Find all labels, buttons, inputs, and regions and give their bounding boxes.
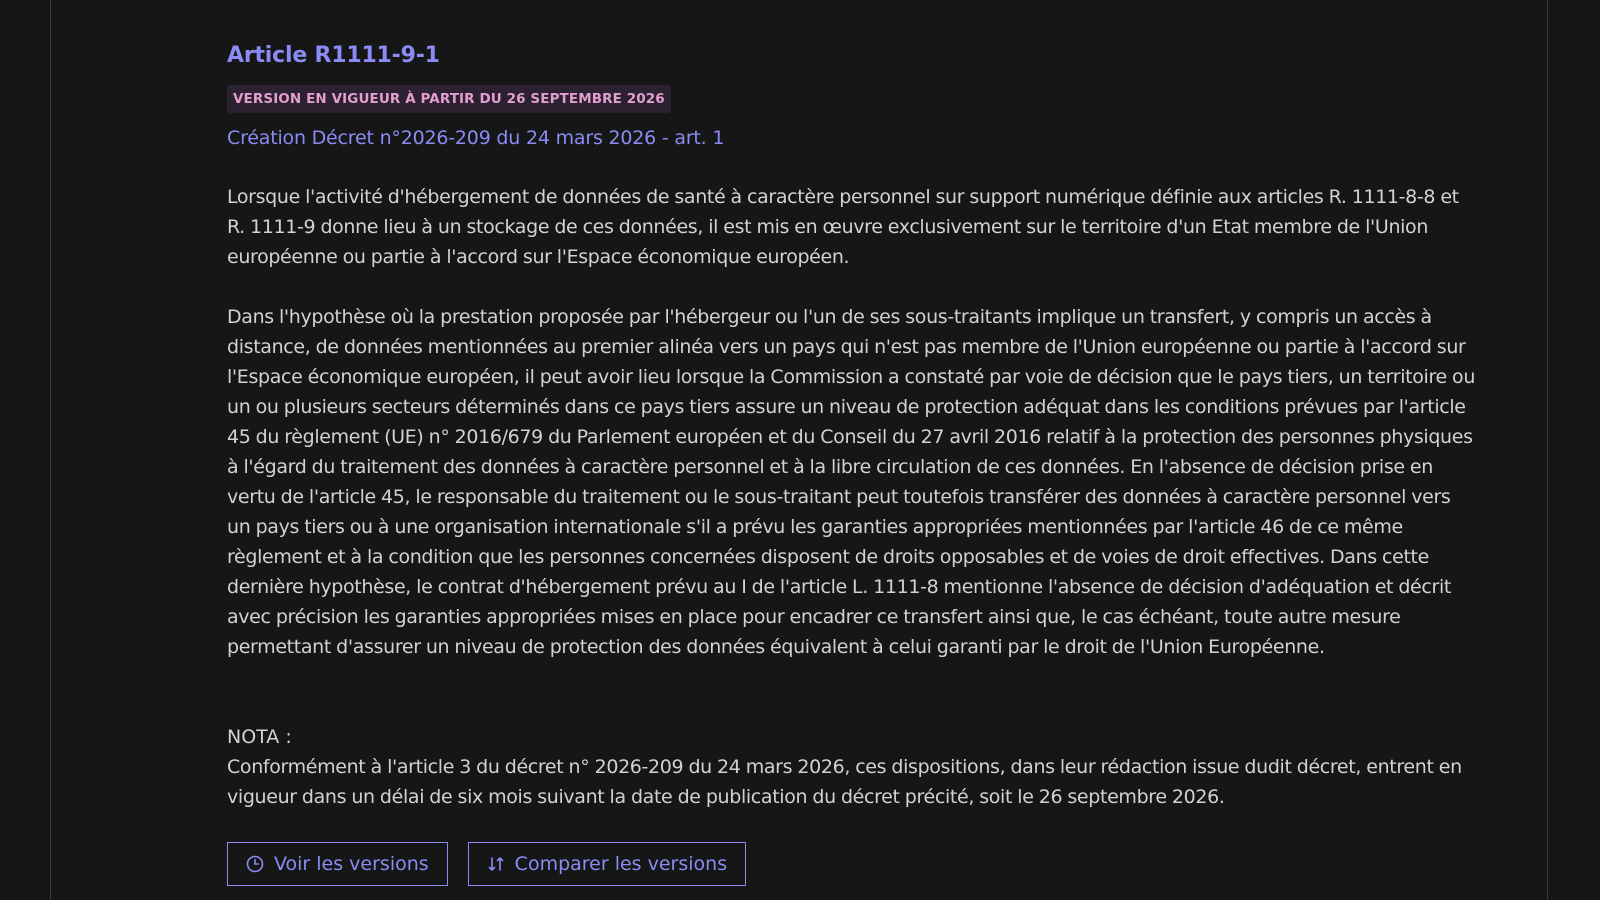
version-badge: VERSION EN VIGUEUR À PARTIR DU 26 SEPTEMBRE 2026 xyxy=(227,85,671,113)
view-versions-button[interactable] xyxy=(227,842,448,886)
article-actions xyxy=(227,842,1477,886)
article-frame xyxy=(50,0,1548,900)
view-versions-label: Voir les versions xyxy=(274,853,429,875)
clock-icon xyxy=(246,855,264,873)
article-title: Article R1111-9-1 xyxy=(227,43,440,68)
article-paragraph: Lorsque l'activité d'hébergement de données de santé à caractère personnel sur support numérique définie aux articles R. 1111-8-8 et R. 1111-9 donne lieu à un stockage de ces données, il est mis en œuvre exclusivement sur le territoire d'un Etat membre de l'Union européenne ou partie à l'accord sur l'Espace économique européen. xyxy=(227,186,1459,268)
creation-link[interactable]: Création Décret n°2026-209 du 24 mars 2026 - art. 1 xyxy=(227,127,725,149)
compare-arrows-icon xyxy=(487,855,505,873)
article-paragraph: Dans l'hypothèse où la prestation proposée par l'hébergeur ou l'un de ses sous-traitants implique un transfert, y compris un accès à distance, de données mentionnées au premier alinéa vers un pays qui n'est pas membre de l'Union européenne ou partie à l'accord sur l'Espace économique européen, il peut avoir lieu lorsque la Commission a constaté par voie de décision que le pays tiers, un territoire ou un ou plusieurs secteurs déterminés dans ce pays tiers assure un niveau de protection adéquat dans les conditions prévues par l'article 45 du règlement (UE) n° 2016/679 du Parlement européen et du Conseil du 27 avril 2016 relatif à la protection des personnes physiques à l'égard du traitement des données à caractère personnel et à la libre circulation de ces données. En l'absence de décision prise en vertu de l'article 45, le responsable du traitement ou le sous-traitant peut toutefois transférer des données à caractère personnel vers un pays tiers ou à une organisation internationale s'il a prévu les garanties appropriées mentionnées par l'article 46 de ce même règlement et à la condition que les personnes concernées disposent de droits opposables et de voies de droit effectives. Dans cette dernière hypothèse, le contrat d'hébergement prévu au I de l'article L. 1111-8 mentionne l'absence de décision d'adéquation et décrit avec précision les garanties appropriées mises en place pour encadrer ce transfert ainsi que, le cas échéant, toute autre mesure permettant d'assurer un niveau de protection des données équivalent à celui garanti par le droit de l'Union Européenne. xyxy=(227,306,1476,658)
compare-versions-label: Comparer les versions xyxy=(514,853,728,875)
compare-versions-button[interactable] xyxy=(468,842,746,886)
nota-label: NOTA : xyxy=(227,726,292,748)
article-content xyxy=(227,38,1477,886)
nota-text: Conformément à l'article 3 du décret n° 2026-209 du 24 mars 2026, ces dispositions, dans leur rédaction issue dudit décret, entrent en vigueur dans un délai de six mois suivant la date de publication du décret précité, soit le 26 septembre 2026. xyxy=(227,756,1462,808)
